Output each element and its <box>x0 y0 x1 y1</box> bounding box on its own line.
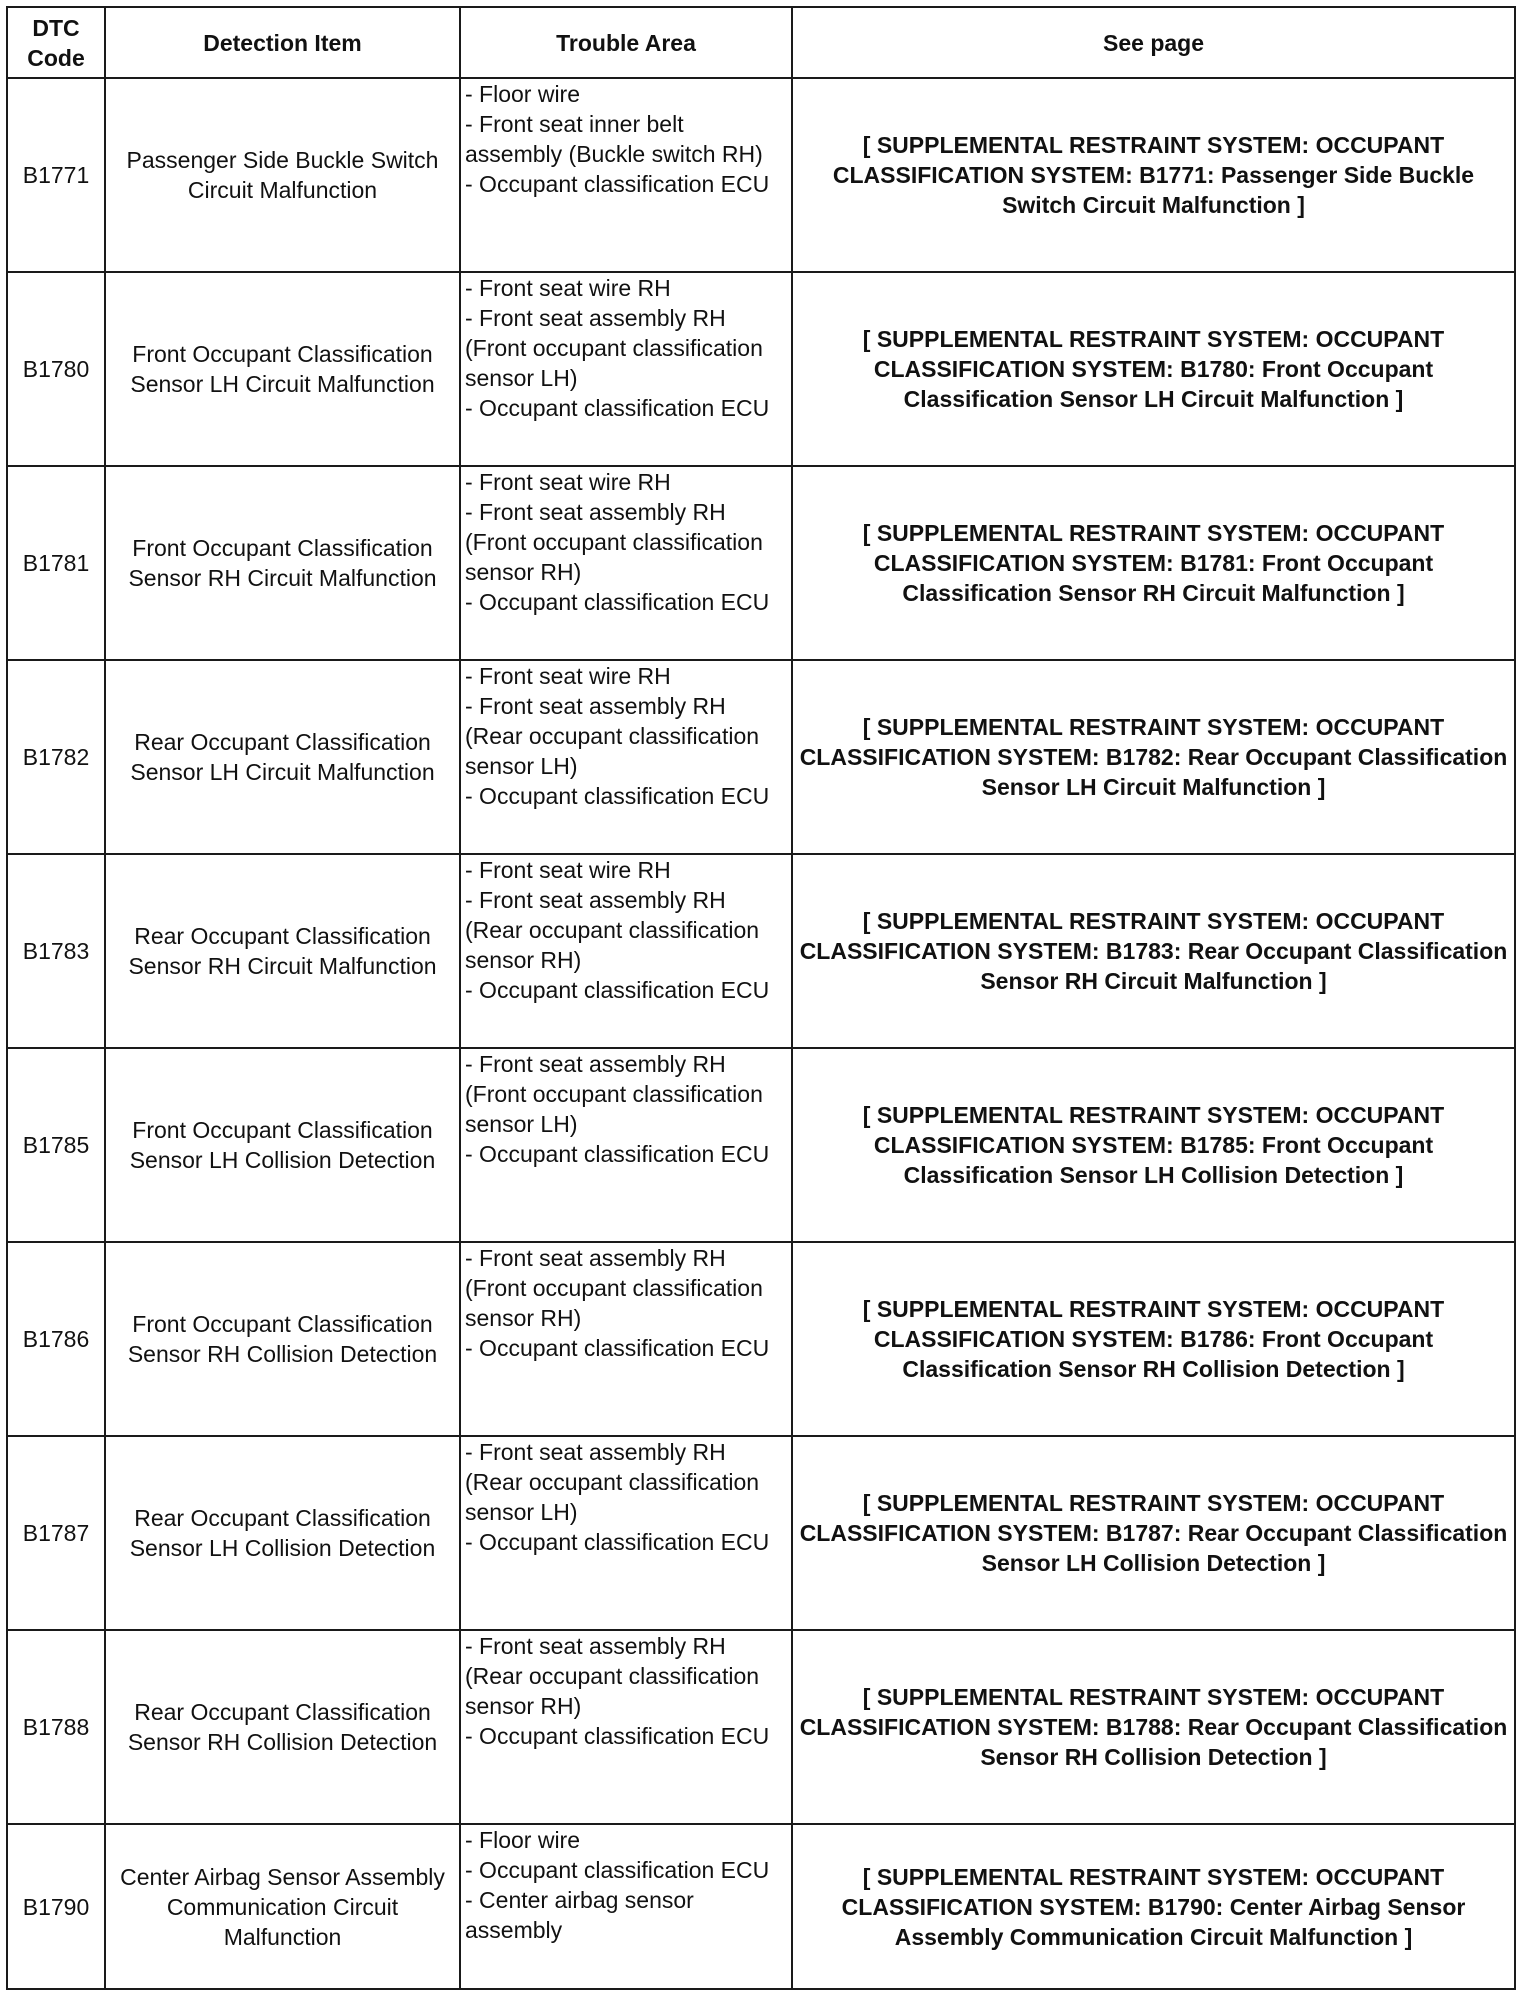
trouble-area-item: - Front seat wire RH <box>465 469 671 495</box>
trouble-area <box>460 854 792 1048</box>
see-page-link[interactable]: [ SUPPLEMENTAL RESTRAINT SYSTEM: OCCUPANT CLASSIFICATION SYSTEM: B1787: Rear Occupant Classification Sensor LH Collision Detection ] <box>792 1436 1515 1630</box>
trouble-area-item: - Front seat assembly RH (Rear occupant classification sensor RH) <box>465 1633 760 1719</box>
dtc-code: B1783 <box>7 854 105 1048</box>
table-row <box>7 854 1515 1048</box>
trouble-area-item: - Occupant classification ECU <box>465 1529 770 1555</box>
table-body <box>7 78 1515 1989</box>
trouble-area <box>460 1824 792 1989</box>
see-page-link[interactable]: [ SUPPLEMENTAL RESTRAINT SYSTEM: OCCUPANT CLASSIFICATION SYSTEM: B1782: Rear Occupant Classification Sensor LH Circuit Malfunction ] <box>792 660 1515 854</box>
trouble-area <box>460 78 792 272</box>
dtc-code: B1787 <box>7 1436 105 1630</box>
trouble-area <box>460 466 792 660</box>
see-page-link[interactable]: [ SUPPLEMENTAL RESTRAINT SYSTEM: OCCUPANT CLASSIFICATION SYSTEM: B1783: Rear Occupant Classification Sensor RH Circuit Malfunction ] <box>792 854 1515 1048</box>
detection-item: Rear Occupant Classification Sensor LH Circuit Malfunction <box>105 660 460 854</box>
detection-item: Passenger Side Buckle Switch Circuit Malfunction <box>105 78 460 272</box>
table-row <box>7 1824 1515 1989</box>
trouble-area <box>460 1048 792 1242</box>
trouble-area-item: - Front seat assembly RH (Rear occupant classification sensor LH) <box>465 693 760 779</box>
table-row <box>7 1242 1515 1436</box>
trouble-area-item: - Occupant classification ECU <box>465 171 770 197</box>
trouble-area-item: - Front seat assembly RH (Rear occupant classification sensor LH) <box>465 1439 760 1525</box>
table-row <box>7 1048 1515 1242</box>
detection-item: Rear Occupant Classification Sensor RH Collision Detection <box>105 1630 460 1824</box>
trouble-area-item: - Floor wire <box>465 81 581 107</box>
table-row <box>7 272 1515 466</box>
detection-item: Front Occupant Classification Sensor LH Circuit Malfunction <box>105 272 460 466</box>
header-see-page: See page <box>792 7 1515 78</box>
trouble-area-item: - Front seat assembly RH (Front occupant classification sensor RH) <box>465 499 763 585</box>
header-dtc-code <box>7 7 105 78</box>
table-row <box>7 1436 1515 1630</box>
see-page-link[interactable]: [ SUPPLEMENTAL RESTRAINT SYSTEM: OCCUPANT CLASSIFICATION SYSTEM: B1781: Front Occupant Classification Sensor RH Circuit Malfunction ] <box>792 466 1515 660</box>
table-row <box>7 1630 1515 1824</box>
trouble-area-item: - Occupant classification ECU <box>465 1141 770 1167</box>
trouble-area-item: - Occupant classification ECU <box>465 395 770 421</box>
header-row <box>7 7 1515 78</box>
see-page-link[interactable]: [ SUPPLEMENTAL RESTRAINT SYSTEM: OCCUPANT CLASSIFICATION SYSTEM: B1788: Rear Occupant Classification Sensor RH Collision Detection ] <box>792 1630 1515 1824</box>
trouble-area-item: - Center airbag sensor assembly <box>465 1887 694 1943</box>
detection-item: Center Airbag Sensor Assembly Communication Circuit Malfunction <box>105 1824 460 1989</box>
see-page-link[interactable]: [ SUPPLEMENTAL RESTRAINT SYSTEM: OCCUPANT CLASSIFICATION SYSTEM: B1771: Passenger Side Buckle Switch Circuit Malfunction ] <box>792 78 1515 272</box>
detection-item: Rear Occupant Classification Sensor LH Collision Detection <box>105 1436 460 1630</box>
trouble-area <box>460 1630 792 1824</box>
see-page-link[interactable]: [ SUPPLEMENTAL RESTRAINT SYSTEM: OCCUPANT CLASSIFICATION SYSTEM: B1780: Front Occupant Classification Sensor LH Circuit Malfunction ] <box>792 272 1515 466</box>
trouble-area-item: - Front seat assembly RH (Front occupant classification sensor LH) <box>465 305 763 391</box>
dtc-code: B1790 <box>7 1824 105 1989</box>
dtc-code: B1771 <box>7 78 105 272</box>
trouble-area-item: - Occupant classification ECU <box>465 977 770 1003</box>
header-trouble-area: Trouble Area <box>460 7 792 78</box>
trouble-area-item: - Front seat assembly RH (Front occupant classification sensor RH) <box>465 1245 763 1331</box>
dtc-code: B1786 <box>7 1242 105 1436</box>
trouble-area-item: - Floor wire <box>465 1827 581 1853</box>
header-dtc-code-line1: DTC <box>32 14 80 41</box>
detection-item: Front Occupant Classification Sensor RH Circuit Malfunction <box>105 466 460 660</box>
see-page-link[interactable]: [ SUPPLEMENTAL RESTRAINT SYSTEM: OCCUPANT CLASSIFICATION SYSTEM: B1785: Front Occupant Classification Sensor LH Collision Detection ] <box>792 1048 1515 1242</box>
trouble-area <box>460 1242 792 1436</box>
trouble-area-item: - Front seat assembly RH (Front occupant classification sensor LH) <box>465 1051 763 1137</box>
dtc-code: B1788 <box>7 1630 105 1824</box>
see-page-link[interactable]: [ SUPPLEMENTAL RESTRAINT SYSTEM: OCCUPANT CLASSIFICATION SYSTEM: B1790: Center Airbag Sensor Assembly Communication Circuit Malfunction ] <box>792 1824 1515 1989</box>
see-page-link[interactable]: [ SUPPLEMENTAL RESTRAINT SYSTEM: OCCUPANT CLASSIFICATION SYSTEM: B1786: Front Occupant Classification Sensor RH Collision Detection ] <box>792 1242 1515 1436</box>
header-detection-item: Detection Item <box>105 7 460 78</box>
table-row <box>7 660 1515 854</box>
header-dtc-code-line2: Code <box>27 44 85 71</box>
trouble-area-item: - Occupant classification ECU <box>465 1723 770 1749</box>
table-row <box>7 78 1515 272</box>
dtc-table <box>6 6 1516 1990</box>
trouble-area-item: - Front seat inner belt assembly (Buckle switch RH) <box>465 111 763 167</box>
detection-item: Front Occupant Classification Sensor RH Collision Detection <box>105 1242 460 1436</box>
trouble-area-item: - Occupant classification ECU <box>465 783 770 809</box>
dtc-code: B1781 <box>7 466 105 660</box>
trouble-area-item: - Occupant classification ECU <box>465 1335 770 1361</box>
table-row <box>7 466 1515 660</box>
trouble-area-item: - Occupant classification ECU <box>465 1857 770 1883</box>
detection-item: Rear Occupant Classification Sensor RH Circuit Malfunction <box>105 854 460 1048</box>
dtc-code: B1780 <box>7 272 105 466</box>
trouble-area-item: - Front seat wire RH <box>465 663 671 689</box>
trouble-area <box>460 660 792 854</box>
trouble-area-item: - Occupant classification ECU <box>465 589 770 615</box>
trouble-area-item: - Front seat assembly RH (Rear occupant classification sensor RH) <box>465 887 760 973</box>
trouble-area-item: - Front seat wire RH <box>465 857 671 883</box>
trouble-area <box>460 1436 792 1630</box>
trouble-area <box>460 272 792 466</box>
detection-item: Front Occupant Classification Sensor LH Collision Detection <box>105 1048 460 1242</box>
dtc-code: B1785 <box>7 1048 105 1242</box>
trouble-area-item: - Front seat wire RH <box>465 275 671 301</box>
dtc-code: B1782 <box>7 660 105 854</box>
